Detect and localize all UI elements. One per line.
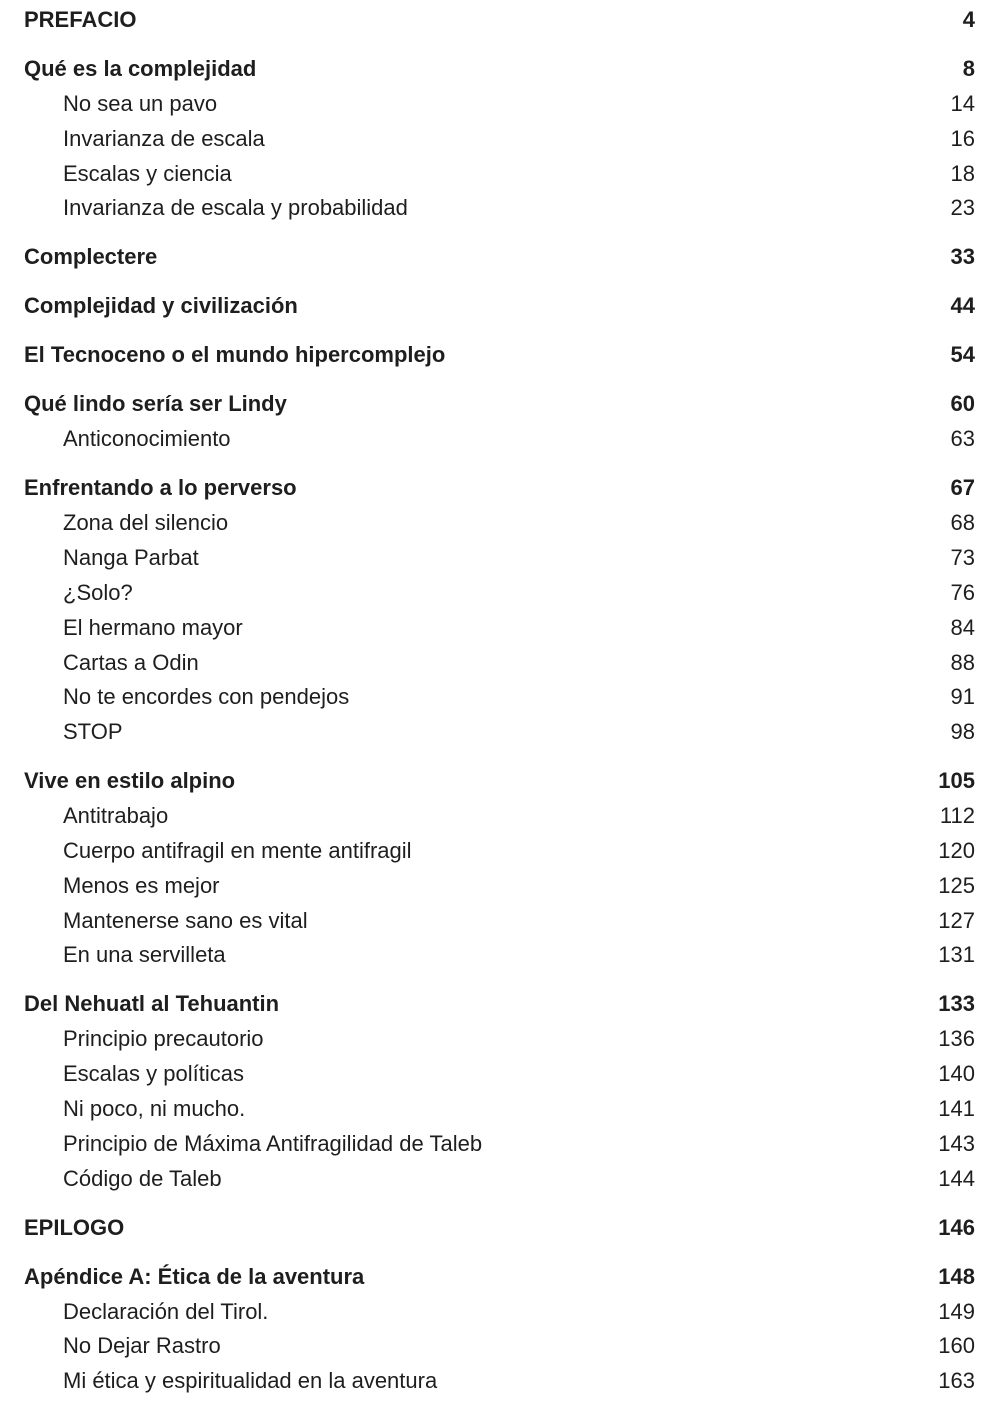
toc-entry-page-number: 140 [938,1061,975,1087]
toc-entry-title: Complejidad y civilización [24,293,298,319]
toc-entry-title: Código de Taleb [63,1165,222,1191]
toc-entry-title: Menos es mejor [63,872,220,898]
toc-entry-title: El hermano mayor [63,614,243,640]
toc-entry-page-number: 98 [950,719,975,745]
toc-entry-title: Apéndice A: Ética de la aventura [24,1263,365,1289]
toc-entry-page-number: 105 [938,768,975,794]
toc-section-entry[interactable] [0,1129,1005,1159]
toc-section-entry[interactable] [0,508,1005,538]
toc-entry-title: Nanga Parbat [63,545,199,571]
toc-entry-page-number: 143 [938,1130,975,1156]
toc-chapter-entry[interactable] [0,291,1005,321]
toc-entry-page-number: 63 [950,426,975,452]
toc-entry-title: Zona del silencio [63,510,229,536]
toc-entry-title: No Dejar Rastro [63,1333,221,1359]
toc-section-entry[interactable] [0,159,1005,189]
toc-chapter-entry[interactable] [0,5,1005,35]
toc-entry-page-number: 23 [950,195,975,221]
toc-section-entry[interactable] [0,1366,1005,1396]
toc-entry-title: Complectere [24,244,158,270]
toc-section-entry[interactable] [0,940,1005,970]
toc-entry-page-number: 112 [939,803,975,829]
toc-section-entry[interactable] [0,1094,1005,1124]
toc-section-entry[interactable] [0,193,1005,223]
toc-chapter-entry[interactable] [0,766,1005,796]
toc-section-entry[interactable] [0,906,1005,936]
toc-entry-title: Mantenerse sano es vital [63,907,308,933]
toc-entry-title: Qué es la complejidad [24,56,257,81]
toc-entry-title: EPILOGO [24,1214,125,1240]
toc-section-entry[interactable] [0,1164,1005,1194]
toc-section-entry[interactable] [0,89,1005,119]
toc-section-entry[interactable] [0,543,1005,573]
toc-entry-page-number: 91 [950,684,975,710]
toc-chapter-entry[interactable] [0,389,1005,419]
toc-entry-page-number: 16 [950,125,975,151]
toc-entry-title: PREFACIO [24,7,137,32]
toc-entry-title: No sea un pavo [63,91,218,116]
toc-entry-page-number: 68 [950,510,975,536]
toc-chapter-entry[interactable] [0,242,1005,272]
toc-entry-page-number: 84 [950,614,975,640]
toc-entry-title: STOP [63,719,123,745]
toc-entry-page-number: 67 [950,475,975,501]
toc-entry-page-number: 33 [950,244,975,270]
toc-entry-title: Escalas y políticas [63,1061,244,1087]
toc-entry-page-number: 144 [938,1165,975,1191]
toc-entry-page-number: 44 [950,293,975,319]
toc-entry-title: Mi ética y espiritualidad en la aventura [63,1368,438,1394]
toc-section-entry[interactable] [0,1024,1005,1054]
toc-entry-page-number: 146 [938,1214,975,1240]
toc-entry-title: Ni poco, ni mucho. [63,1096,246,1121]
toc-chapter-entry[interactable] [0,473,1005,503]
toc-section-entry[interactable] [0,1297,1005,1327]
toc-entry-title: Qué lindo sería ser Lindy [24,391,287,417]
toc-entry-page-number: 8 [962,56,975,81]
toc-section-entry[interactable] [0,1331,1005,1361]
toc-section-entry[interactable] [0,424,1005,454]
toc-section-entry[interactable] [0,613,1005,643]
toc-section-entry[interactable] [0,871,1005,901]
toc-section-entry[interactable] [0,801,1005,831]
toc-section-entry[interactable] [0,682,1005,712]
toc-entry-page-number: 18 [950,160,975,186]
toc-entry-page-number: 149 [938,1298,975,1324]
toc-entry-page-number: 54 [950,342,975,368]
toc-entry-page-number: 163 [938,1368,975,1394]
toc-entry-title: Principio precautorio [63,1026,264,1052]
toc-entry-title: Anticonocimiento [63,426,231,452]
toc-entry-title: Escalas y ciencia [63,160,232,186]
toc-entry-page-number: 136 [938,1026,975,1052]
toc-entry-page-number: 148 [938,1263,975,1289]
toc-entry-title: Invarianza de escala y probabilidad [63,195,408,221]
toc-entry-page-number: 125 [938,872,975,898]
toc-entry-title: Antitrabajo [63,803,169,829]
toc-chapter-entry[interactable] [0,1262,1005,1292]
toc-entry-title: Cartas a Odin [63,649,199,675]
toc-entry-title: Vive en estilo alpino [24,768,236,794]
toc-entry-title: El Tecnoceno o el mundo hipercomplejo [24,342,446,368]
toc-section-entry[interactable] [0,717,1005,747]
toc-chapter-entry[interactable] [0,989,1005,1019]
toc-entry-title: Cuerpo antifragil en mente antifragil [63,838,412,863]
toc-entry-title: Principio de Máxima Antifragilidad de Taleb [63,1130,483,1156]
toc-section-entry[interactable] [0,578,1005,608]
toc-entry-page-number: 160 [938,1333,975,1359]
toc-section-entry[interactable] [0,124,1005,154]
toc-entry-title: Del Nehuatl al Tehuantin [24,991,280,1017]
toc-entry-page-number: 88 [950,649,975,675]
toc-entry-page-number: 133 [938,991,975,1017]
toc-entry-page-number: 14 [950,91,975,116]
toc-section-entry[interactable] [0,836,1005,866]
toc-chapter-entry[interactable] [0,340,1005,370]
toc-entry-page-number: 127 [938,907,975,933]
toc-entry-page-number: 141 [938,1096,975,1121]
toc-entry-page-number: 73 [950,545,975,571]
toc-entry-title: ¿Solo? [63,580,133,605]
toc-entry-title: Declaración del Tirol. [63,1298,269,1324]
toc-section-entry[interactable] [0,1059,1005,1089]
toc-section-entry[interactable] [0,648,1005,678]
toc-entry-page-number: 4 [962,7,975,32]
toc-entry-page-number: 60 [950,391,975,417]
toc-chapter-entry[interactable] [0,54,1005,84]
toc-entry-title: No te encordes con pendejos [63,684,350,710]
toc-chapter-entry[interactable] [0,1213,1005,1243]
toc-entry-page-number: 120 [938,838,975,863]
toc-entry-title: En una servilleta [63,942,226,968]
toc-entry-title: Invarianza de escala [63,125,265,151]
toc-entry-title: Enfrentando a lo perverso [24,475,297,501]
toc-entry-page-number: 131 [938,942,975,968]
toc-entry-page-number: 76 [950,580,975,605]
